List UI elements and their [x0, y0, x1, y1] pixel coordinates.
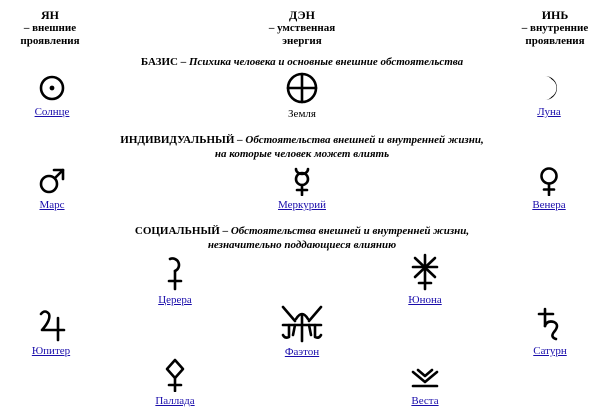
moon-icon — [534, 73, 564, 103]
planet-pallas — [115, 358, 235, 408]
section-basis-name: БАЗИС — [140, 56, 178, 68]
ceres-icon — [160, 255, 190, 291]
jupiter-icon — [36, 306, 66, 342]
moon-link[interactable]: Луна — [537, 106, 561, 118]
sun-icon — [37, 73, 67, 103]
planet-ceres — [115, 255, 235, 307]
column-yang-header — [10, 9, 90, 48]
saturn-link[interactable]: Сатурн — [533, 345, 567, 357]
mars-icon — [37, 166, 67, 196]
venus-link[interactable]: Венера — [532, 199, 566, 211]
planet-venus — [489, 166, 604, 212]
planet-phaeton — [242, 303, 362, 359]
ceres-link[interactable]: Церера — [158, 294, 192, 306]
juno-link[interactable]: Юнона — [408, 294, 442, 306]
column-den-title: ДЭН — [288, 8, 316, 22]
earth-label: Земля — [288, 108, 316, 120]
earth-icon — [285, 71, 319, 105]
column-den-line2: энергия — [282, 35, 322, 47]
column-yang-line1: – внешние — [23, 22, 77, 34]
pallas-icon — [160, 358, 190, 392]
mercury-icon — [287, 166, 317, 196]
section-individual-desc1: – Обстоятельства внешней и внутренней жизни, — [237, 134, 484, 146]
pallas-link[interactable]: Паллада — [155, 395, 195, 407]
column-den-header — [252, 9, 352, 48]
venus-icon — [534, 166, 564, 196]
jupiter-link[interactable]: Юпитер — [31, 345, 71, 357]
section-social-heading — [0, 224, 604, 252]
planet-juno — [365, 253, 485, 307]
sun-link[interactable]: Солнце — [34, 106, 70, 118]
section-social-desc2: незначительно поддающиеся влиянию — [207, 239, 397, 251]
column-yin-header — [510, 9, 600, 48]
section-individual-name: ИНДИВИДУАЛЬНЫЙ — [120, 134, 235, 146]
column-yang-line2: проявления — [20, 35, 80, 47]
juno-icon — [409, 253, 441, 291]
phaeton-link[interactable]: Фаэтон — [284, 346, 320, 358]
section-social-name: СОЦИАЛЬНЫЙ — [134, 225, 220, 237]
section-basis-heading — [0, 55, 604, 69]
column-yin-line2: проявления — [525, 35, 585, 47]
column-yang-title: ЯН — [41, 8, 59, 22]
section-individual-line1 — [0, 133, 604, 147]
planet-earth — [242, 71, 362, 121]
planet-moon — [489, 73, 604, 119]
planet-sun — [0, 73, 112, 119]
planet-saturn — [490, 306, 604, 358]
planet-mercury — [242, 166, 362, 212]
column-yin-line1: – внутренние — [521, 22, 589, 34]
section-individual-heading — [0, 133, 604, 161]
section-social-desc1: – Обстоятельства внешней и внутренней жизни, — [222, 225, 470, 237]
mercury-link[interactable]: Меркурий — [278, 199, 326, 211]
planet-vesta — [365, 364, 485, 408]
section-individual-desc2: на которые человек может влиять — [214, 148, 390, 160]
section-basis-desc: – Психика человека и основные внешние обстоятельства — [180, 56, 464, 68]
vesta-link[interactable]: Веста — [411, 395, 439, 407]
column-yin-title: ИНЬ — [541, 8, 569, 22]
section-social-line1 — [0, 224, 604, 238]
phaeton-icon — [279, 303, 325, 343]
saturn-icon — [535, 306, 565, 342]
column-den-line1: – умственная — [268, 22, 336, 34]
vesta-icon — [409, 364, 441, 392]
planet-jupiter — [0, 306, 111, 358]
mars-link[interactable]: Марс — [39, 199, 65, 211]
planet-mars — [0, 166, 112, 212]
